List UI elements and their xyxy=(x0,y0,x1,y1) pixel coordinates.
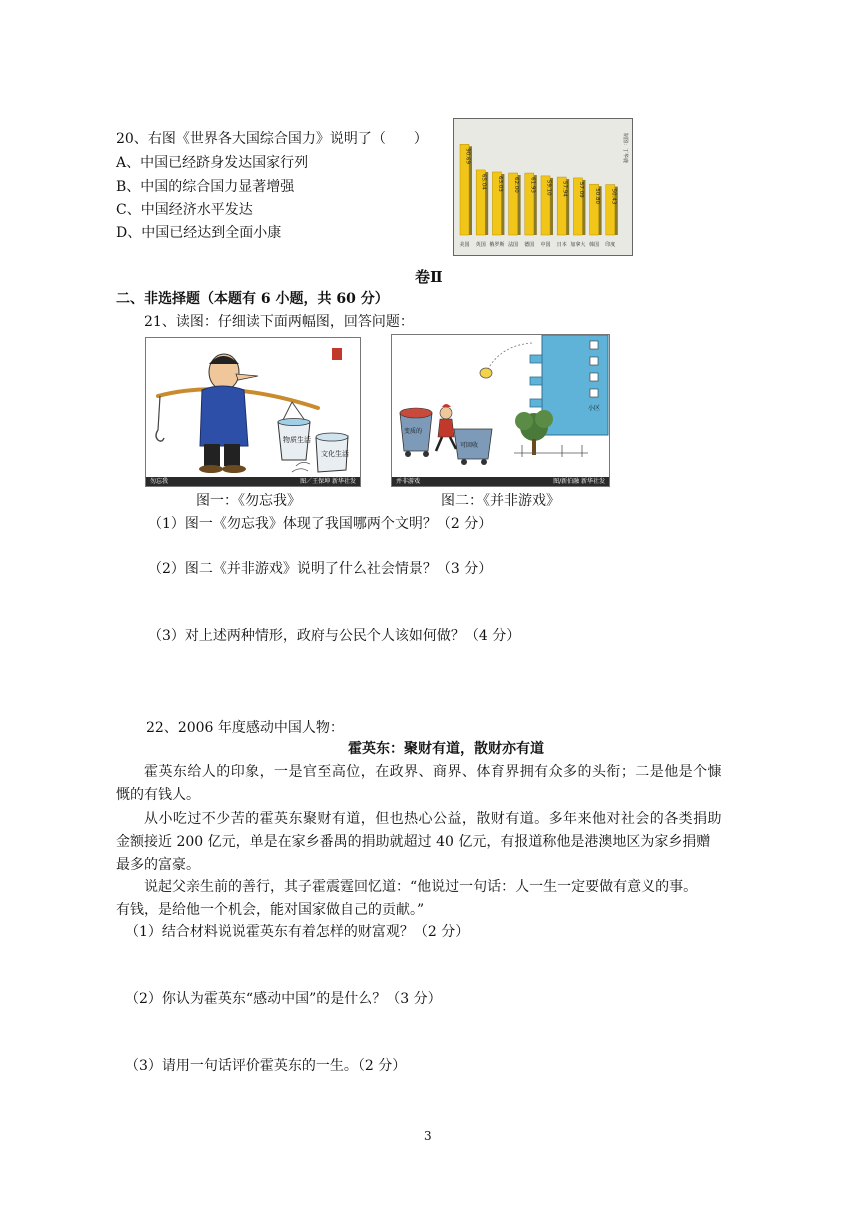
q21-sub2: （2）图二《并非游戏》说明了什么社会情景？（3 分） xyxy=(148,561,493,577)
bar-value-label-5: 59.10 xyxy=(545,179,552,196)
category-label-5: 中国 xyxy=(540,242,551,248)
q20-option-b: B、中国的综合国力显著增强 xyxy=(116,179,295,195)
q21-stem: 21、读图：仔细读下面两幅图，回答问题： xyxy=(144,314,414,330)
category-label-0: 美国 xyxy=(459,242,470,248)
forget-me-not-illustration xyxy=(146,338,361,487)
bar-value-label-6: 57.94 xyxy=(561,181,568,197)
q22-paragraph1-line1: 霍英东给人的印象，一是官至高位，在政界、商界、体育界拥有众多的头衔；二是他是个慷 xyxy=(144,764,722,780)
bucket-culture-label: 文化生活 xyxy=(321,450,349,458)
category-label-7: 加拿大 xyxy=(570,242,586,248)
q21-sub1: （1）图一《勿忘我》体现了我国哪两个文明？（2 分） xyxy=(148,516,493,532)
bucket-material-label: 物质生活 xyxy=(283,436,311,444)
q22-title: 霍英东：聚财有道，散财亦有道 xyxy=(348,741,544,757)
category-label-3: 法国 xyxy=(508,242,519,248)
section-title: 卷Ⅱ xyxy=(415,268,443,286)
q22-sub3: （3）请用一句话评价霍英东的一生。（2 分） xyxy=(125,1058,407,1074)
figure2-strip-title: 并非游戏 xyxy=(396,478,421,485)
category-label-1: 英国 xyxy=(475,242,486,248)
figure1-strip-title: 勿忘我 xyxy=(150,478,169,485)
figure1-caption: 图一：《勿忘我》 xyxy=(196,493,301,509)
figure2-caption: 图二：《并非游戏》 xyxy=(441,493,560,509)
figure2-credit-strip xyxy=(392,477,609,486)
chart-note: 制图：丁华鹿 xyxy=(622,133,628,164)
category-label-9: 印度 xyxy=(605,242,616,248)
q22-paragraph3-line2: 有钱，是给他一个机会，能对国家做自己的贡献。” xyxy=(116,902,425,918)
q22-paragraph1-line2: 慨的有钱人。 xyxy=(116,787,200,803)
bar-value-label-1: 65.04 xyxy=(480,173,487,190)
community-sign-label: 小区 xyxy=(588,405,601,412)
bar-value-label-2: 63.03 xyxy=(496,175,503,192)
part2-heading: 二、非选择题（本题有 6 小题，共 60 分） xyxy=(116,291,389,307)
bar-value-label-3: 62.00 xyxy=(513,177,520,193)
figure1-strip-credit: 图／王保坤 新华社发 xyxy=(300,478,356,485)
figure2-strip-credit: 图/新伯融 新华社发 xyxy=(553,478,605,485)
bin-recyclable-label: 可回收 xyxy=(460,442,479,449)
chart-canvas xyxy=(454,119,634,257)
bin-spoiled-label: 变质的 xyxy=(404,428,423,435)
q20-option-a: A、中国已经跻身发达国家行列 xyxy=(116,155,309,171)
category-label-4: 德国 xyxy=(524,242,535,248)
q20-option-d: D、中国已经达到全面小康 xyxy=(116,225,282,241)
q22-paragraph2-line3: 最多的富豪。 xyxy=(116,857,200,873)
q22-paragraph2-line2: 金额接近 200 亿元，单是在家乡番禺的捐助就超过 40 亿元，有报道称他是港澳地区为家乡捐赠 xyxy=(116,834,711,850)
q22-paragraph2-line1: 从小吃过不少苦的霍英东聚财有道，但也热心公益，散财有道。多年来他对社会的各类捐助 xyxy=(144,811,722,827)
bar-value-label-7: 57.09 xyxy=(577,181,584,198)
category-label-6: 日本 xyxy=(556,242,567,248)
q22-sub2: （2）你认为霍英东“感动中国”的是什么？（3 分） xyxy=(125,991,442,1007)
q22-paragraph3-line1: 说起父亲生前的善行，其子霍震霆回忆道：“他说过一句话：人一生一定要做有意义的事。 xyxy=(144,879,698,895)
q22-stem: 22、2006 年度感动中国人物： xyxy=(146,720,344,736)
q22-sub1: （1）结合材料说说霍英东有着怎样的财富观？（2 分） xyxy=(125,924,470,940)
q21-sub3: （3）对上述两种情形，政府与公民个人该如何做？（4 分） xyxy=(148,628,521,644)
national-power-chart xyxy=(453,118,633,256)
figure1-credit-strip xyxy=(146,477,360,486)
bar-value-label-9: 50.43 xyxy=(610,188,617,205)
q20-option-c: C、中国经济水平发达 xyxy=(116,202,253,218)
page-number: 3 xyxy=(424,1129,432,1143)
category-label-2: 俄罗斯 xyxy=(489,242,505,248)
category-label-8: 韩国 xyxy=(589,242,600,248)
q20-stem: 20、右图《世界各大国综合国力》说明了（ ） xyxy=(116,131,428,147)
figure-not-a-game xyxy=(391,334,610,487)
bar-value-label-8: 50.80 xyxy=(594,188,601,204)
bar-value-label-4: 61.93 xyxy=(529,177,536,193)
figure-forget-me-not xyxy=(145,337,361,487)
not-a-game-illustration xyxy=(392,335,610,487)
bar-value-label-0: 90.69 xyxy=(464,148,471,165)
